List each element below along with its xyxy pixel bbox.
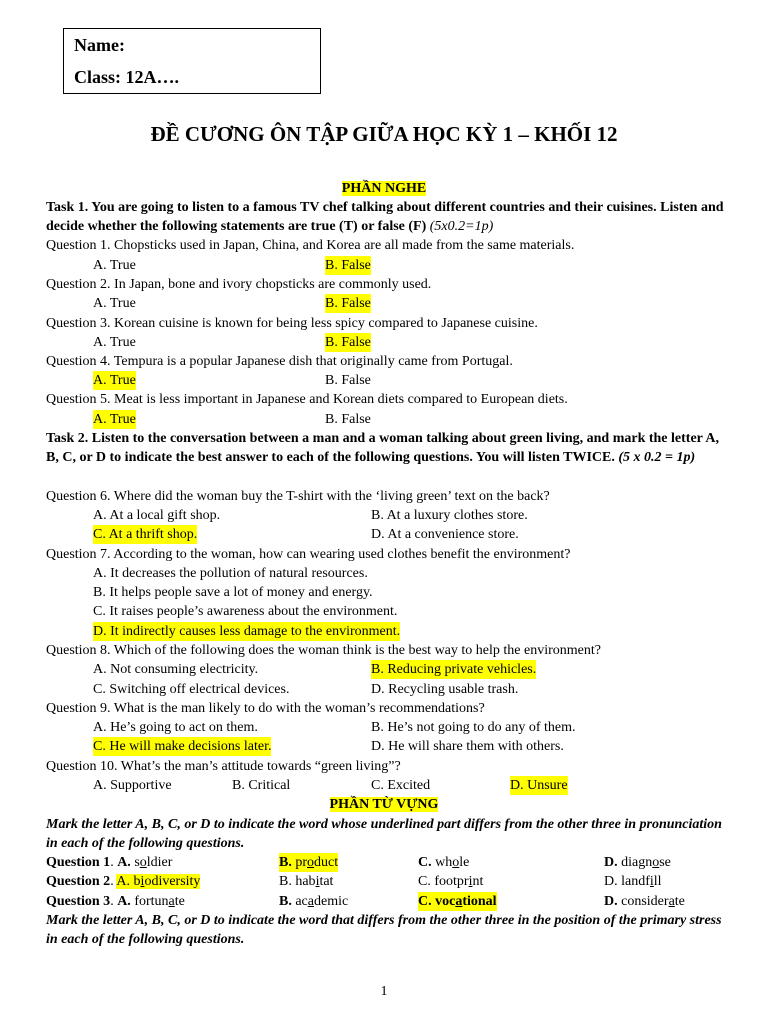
q4-option-b: B. False (325, 373, 371, 388)
q5-option-a: A. True (93, 412, 136, 427)
vocab-q1-label: Question 1 (46, 855, 111, 870)
q9-option-c: C. He will make decisions later. (93, 739, 272, 754)
q3-option-b: B. False (325, 335, 371, 350)
vocab-q3-a: Question 3. A. fortunate (46, 894, 185, 909)
task2-label: Task 2. (46, 431, 89, 446)
q10-option-c: C. Excited (371, 778, 431, 793)
q8-option-a: A. Not consuming electricity. (93, 662, 259, 677)
q6-option-b: B. At a luxury clothes store. (371, 508, 528, 523)
q4-option-a: A. True (93, 373, 136, 388)
section-heading-vocab (0, 795, 768, 814)
question-9: Question 9. What is the man likely to do with the woman’s recommendations? (46, 701, 485, 716)
q1-option-a: A. True (93, 258, 136, 273)
name-label: Name: (74, 35, 125, 55)
question-1: Question 1. Chopsticks used in Japan, China, and Korea are all made from the same materials. (46, 238, 575, 253)
vocab-instruction-2: Mark the letter A, B, C, or D to indicate the word that differs from the other three in the position of the primary stress in each of the following questions. (46, 913, 722, 947)
q10-option-b: B. Critical (232, 778, 291, 793)
vocab-q2-label: Question 2 (46, 874, 111, 889)
question-6: Question 6. Where did the woman buy the T-shirt with the ‘living green’ text on the back? (46, 489, 550, 504)
vocab-heading: PHẦN TỪ VỰNG (329, 797, 439, 812)
page-title: ĐỀ CƯƠNG ÔN TẬP GIỮA HỌC KỲ 1 – KHỐI 12 (150, 122, 618, 146)
vocab-q2-d: D. landfill (604, 874, 662, 889)
q7-option-a: A. It decreases the pollution of natural resources. (93, 566, 368, 581)
vocab-q1-a: Question 1. A. soldier (46, 855, 173, 870)
q8-option-b: B. Reducing private vehicles. (371, 662, 537, 677)
task1-score: (5x0.2=1p) (429, 219, 494, 234)
vocab-q3-d: D. considerate (604, 894, 685, 909)
q3-option-a: A. True (93, 335, 136, 350)
task1-instruction (46, 198, 726, 236)
listening-heading: PHẦN NGHE (341, 181, 427, 196)
vocab-q2-b: B. habitat (279, 874, 334, 889)
vocab-q3-c: C. vocational (418, 894, 497, 909)
q9-option-d: D. He will share them with others. (371, 739, 564, 754)
task1-label: Task 1. (46, 200, 89, 215)
q9-option-a: A. He’s going to act on them. (93, 720, 258, 735)
q1-option-b: B. False (325, 258, 371, 273)
vocab-q1-b: B. product (279, 855, 339, 870)
class-label: Class: 12A…. (74, 67, 180, 87)
vocab-q3-b: B. academic (279, 894, 349, 909)
q7-option-b: B. It helps people save a lot of money and energy. (93, 585, 373, 600)
q7-option-c: C. It raises people’s awareness about the environment. (93, 604, 398, 619)
q10-option-d: D. Unsure (510, 778, 568, 793)
q2-option-a: A. True (93, 296, 136, 311)
vocab-q1-d: D. diagnose (604, 855, 671, 870)
question-7: Question 7. According to the woman, how can wearing used clothes benefit the environment? (46, 547, 571, 562)
question-10: Question 10. What’s the man’s attitude towards “green living”? (46, 759, 401, 774)
section-heading-listening (0, 179, 768, 198)
name-class-box (63, 28, 321, 94)
question-3: Question 3. Korean cuisine is known for being less spicy compared to Japanese cuisine. (46, 316, 538, 331)
question-4: Question 4. Tempura is a popular Japanese dish that originally came from Portugal. (46, 354, 513, 369)
vocab-q2-c: C. footprint (418, 874, 484, 889)
q6-option-a: A. At a local gift shop. (93, 508, 221, 523)
question-5: Question 5. Meat is less important in Japanese and Korean diets compared to European diets. (46, 392, 568, 407)
page-number: 1 (380, 984, 388, 999)
q8-option-c: C. Switching off electrical devices. (93, 682, 290, 697)
q5-option-b: B. False (325, 412, 371, 427)
question-2: Question 2. In Japan, bone and ivory chopsticks are commonly used. (46, 277, 432, 292)
q7-option-d: D. It indirectly causes less damage to the environment. (93, 624, 401, 639)
vocab-instruction-1: Mark the letter A, B, C, or D to indicate the word whose underlined part differs from the other three in pronunciation in each of the following questions. (46, 817, 722, 851)
q6-option-c: C. At a thrift shop. (93, 527, 198, 542)
q9-option-b: B. He’s not going to do any of them. (371, 720, 576, 735)
q8-option-d: D. Recycling usable trash. (371, 682, 519, 697)
task2-text: Listen to the conversation between a man and a woman talking about green living, and mark the letter A, B, C, or D to indicate the best answer to each of the following questions. You will listen TWICE. (46, 431, 719, 465)
vocab-q1-c: C. whole (418, 855, 470, 870)
question-8: Question 8. Which of the following does the woman think is the best way to help the environment? (46, 643, 601, 658)
task1-text: You are going to listen to a famous TV chef talking about different countries and their cuisines. Listen and decide whether the following statements are true (T) or false (F) (46, 200, 724, 234)
q10-option-a: A. Supportive (93, 778, 172, 793)
task2-instruction (46, 429, 726, 467)
vocab-q3-label: Question 3 (46, 894, 111, 909)
vocab-q2-a: Question 2. A. biodiversity (46, 874, 201, 889)
task2-score: (5 x 0.2 = 1p) (618, 450, 696, 465)
q2-option-b: B. False (325, 296, 371, 311)
q6-option-d: D. At a convenience store. (371, 527, 519, 542)
